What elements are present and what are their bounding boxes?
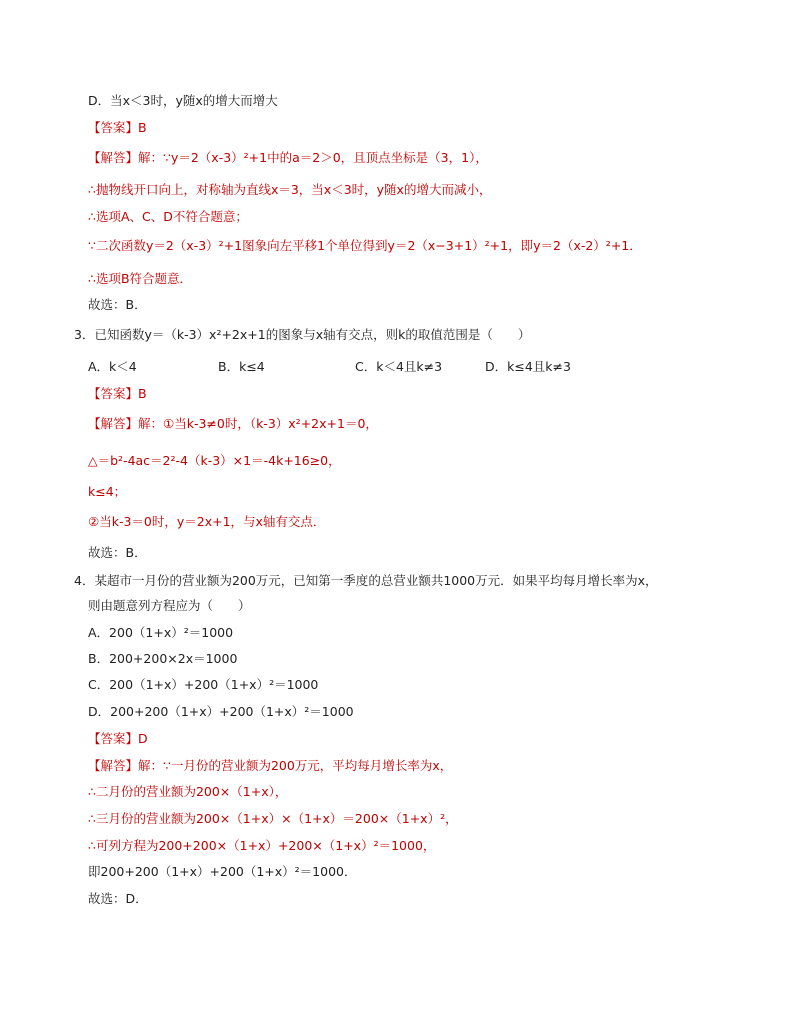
q4-option-c: C．200（1+x）+200（1+x）²＝1000 (88, 677, 319, 692)
q2-answer: 【答案】B (88, 120, 147, 135)
q3-option-b: B．k≤4 (218, 359, 265, 374)
q4-solution-line: ∴三月份的营业额为200×（1+x）×（1+x）＝200×（1+x）²， (88, 811, 458, 826)
q3-stem: 3．已知函数y＝（k-3）x²+2x+1的图象与x轴有交点，则k的取值范围是（ ） (74, 327, 531, 342)
q3-option-d: D．k≤4且k≠3 (485, 359, 571, 374)
q4-answer: 【答案】D (88, 731, 148, 746)
q3-answer: 【答案】B (88, 386, 147, 401)
q3-solution-line: k≤4； (88, 484, 127, 499)
q2-option-d: D．当x＜3时，y随x的增大而增大 (88, 93, 278, 108)
q4-conclusion: 故选：D． (88, 891, 148, 906)
q3-option-a: A．k＜4 (88, 359, 137, 374)
q4-stem: 4．某超市一月份的营业额为200万元，已知第一季度的总营业额共1000万元．如果平均每月增长率为x， (74, 573, 658, 588)
q2-solution-line: 【解答】解：∵y＝2（x-3）²+1中的a＝2＞0，且顶点坐标是（3，1）， (88, 150, 488, 165)
q3-solution-line: △＝b²-4ac＝2²-4（k-3）×1＝-4k+16≥0， (88, 453, 341, 468)
q3-solution-line: ②当k-3＝0时，y＝2x+1，与x轴有交点． (88, 514, 326, 529)
q2-solution-line: ∴选项B符合题意． (88, 271, 193, 286)
q2-solution-line: ∴抛物线开口向上，对称轴为直线x＝3，当x＜3时，y随x的增大而减小， (88, 182, 492, 197)
q4-solution-line: ∴二月份的营业额为200×（1+x）， (88, 784, 288, 799)
q4-solution-line: ∴可列方程为200+200×（1+x）+200×（1+x）²＝1000， (88, 838, 436, 853)
q3-conclusion: 故选：B． (88, 545, 147, 560)
q3-option-c: C．k＜4且k≠3 (355, 359, 443, 374)
q2-solution-line: ∴选项A、C、D不符合题意； (88, 209, 248, 224)
q4-option-d: D．200+200（1+x）+200（1+x）²＝1000 (88, 704, 354, 719)
q2-conclusion: 故选：B． (88, 297, 147, 312)
q4-option-b: B．200+200×2x＝1000 (88, 651, 238, 666)
q3-solution-line: 【解答】解：①当k-3≠0时，（k-3）x²+2x+1＝0， (88, 416, 378, 431)
q4-solution-line: 即200+200（1+x）+200（1+x）²＝1000． (88, 864, 357, 879)
q4-solution-line: 【解答】解：∵一月份的营业额为200万元，平均每月增长率为x， (88, 758, 453, 773)
q2-solution-line: ∵二次函数y＝2（x-3）²+1图象向左平移1个单位得到y＝2（x−3+1）²+1，即y＝2（x-2）²+1． (88, 238, 642, 253)
q4-stem: 则由题意列方程应为（ ） (88, 598, 251, 613)
q4-option-a: A．200（1+x）²＝1000 (88, 625, 234, 640)
